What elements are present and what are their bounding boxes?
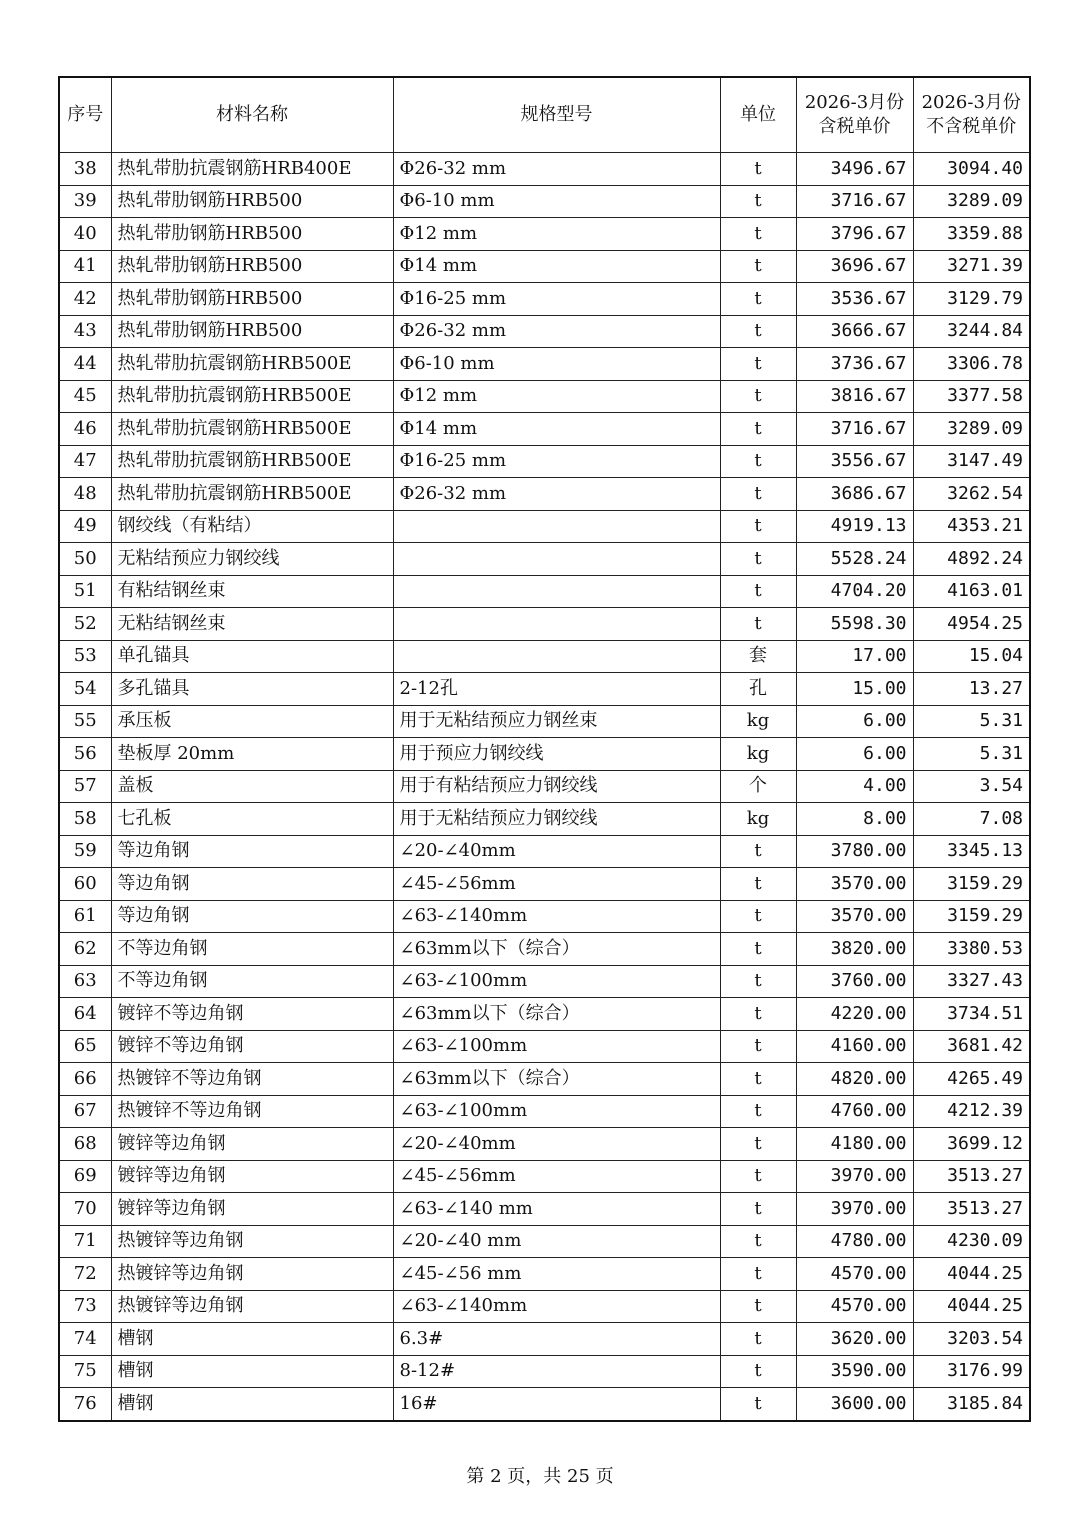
cell-spec: ∠63-∠100mm bbox=[393, 1030, 720, 1063]
cell-name: 镀锌等边角钢 bbox=[111, 1128, 393, 1161]
table-row bbox=[59, 803, 1030, 836]
table-row bbox=[59, 478, 1030, 511]
cell-price-tax: 4780.00 bbox=[796, 1225, 913, 1258]
cell-spec: 8-12# bbox=[393, 1355, 720, 1388]
cell-price-tax: 3620.00 bbox=[796, 1323, 913, 1356]
cell-price-notax: 4230.09 bbox=[913, 1225, 1030, 1258]
cell-no: 40 bbox=[59, 218, 111, 251]
table-row bbox=[59, 283, 1030, 316]
cell-price-tax: 3590.00 bbox=[796, 1355, 913, 1388]
table-row bbox=[59, 965, 1030, 998]
cell-price-notax: 3345.13 bbox=[913, 835, 1030, 868]
header-price-tax-line2: 含税单价 bbox=[818, 116, 891, 137]
cell-no: 51 bbox=[59, 575, 111, 608]
cell-unit: t bbox=[720, 868, 796, 901]
cell-spec: ∠63-∠140mm bbox=[393, 900, 720, 933]
cell-price-notax: 4044.25 bbox=[913, 1258, 1030, 1291]
table-row bbox=[59, 608, 1030, 641]
cell-price-notax: 3681.42 bbox=[913, 1030, 1030, 1063]
cell-no: 60 bbox=[59, 868, 111, 901]
cell-price-notax: 3289.09 bbox=[913, 185, 1030, 218]
cell-name: 槽钢 bbox=[111, 1355, 393, 1388]
cell-no: 61 bbox=[59, 900, 111, 933]
cell-price-notax: 3244.84 bbox=[913, 315, 1030, 348]
cell-price-tax: 4570.00 bbox=[796, 1290, 913, 1323]
header-unit: 单位 bbox=[720, 77, 796, 153]
cell-price-notax: 3262.54 bbox=[913, 478, 1030, 511]
cell-price-tax: 3820.00 bbox=[796, 933, 913, 966]
cell-price-tax: 4160.00 bbox=[796, 1030, 913, 1063]
cell-price-notax: 3159.29 bbox=[913, 868, 1030, 901]
table-row bbox=[59, 315, 1030, 348]
cell-no: 62 bbox=[59, 933, 111, 966]
cell-spec: 用于预应力钢绞线 bbox=[393, 738, 720, 771]
cell-spec: 用于无粘结预应力钢绞线 bbox=[393, 803, 720, 836]
table-row bbox=[59, 445, 1030, 478]
cell-name: 热轧带肋钢筋HRB500 bbox=[111, 218, 393, 251]
table-row bbox=[59, 250, 1030, 283]
cell-price-notax: 3359.88 bbox=[913, 218, 1030, 251]
cell-price-tax: 3536.67 bbox=[796, 283, 913, 316]
header-price-tax-line1: 2026-3月份 bbox=[804, 91, 905, 113]
cell-unit: kg bbox=[720, 803, 796, 836]
cell-unit: t bbox=[720, 1388, 796, 1421]
cell-name: 热轧带肋抗震钢筋HRB500E bbox=[111, 348, 393, 381]
table-row bbox=[59, 998, 1030, 1031]
cell-no: 43 bbox=[59, 315, 111, 348]
page-footer: 第 2 页，共 25 页 bbox=[466, 1466, 614, 1487]
cell-name: 热轧带肋抗震钢筋HRB500E bbox=[111, 380, 393, 413]
cell-price-tax: 4.00 bbox=[796, 770, 913, 803]
cell-spec: ∠20-∠40mm bbox=[393, 835, 720, 868]
cell-price-notax: 3513.27 bbox=[913, 1193, 1030, 1226]
cell-unit: t bbox=[720, 185, 796, 218]
cell-unit: t bbox=[720, 445, 796, 478]
cell-unit: t bbox=[720, 1128, 796, 1161]
cell-spec: Φ16-25 mm bbox=[393, 283, 720, 316]
cell-price-notax: 4044.25 bbox=[913, 1290, 1030, 1323]
cell-no: 64 bbox=[59, 998, 111, 1031]
cell-unit: t bbox=[720, 608, 796, 641]
cell-name: 热镀锌不等边角钢 bbox=[111, 1095, 393, 1128]
header-price-notax bbox=[913, 77, 1030, 153]
cell-unit: t bbox=[720, 1160, 796, 1193]
cell-price-tax: 3496.67 bbox=[796, 153, 913, 186]
table-row bbox=[59, 933, 1030, 966]
cell-no: 45 bbox=[59, 380, 111, 413]
table-body bbox=[59, 153, 1030, 1421]
cell-no: 68 bbox=[59, 1128, 111, 1161]
cell-spec: 2-12孔 bbox=[393, 673, 720, 706]
cell-unit: t bbox=[720, 315, 796, 348]
cell-price-notax: 4954.25 bbox=[913, 608, 1030, 641]
cell-spec: ∠45-∠56mm bbox=[393, 868, 720, 901]
cell-no: 71 bbox=[59, 1225, 111, 1258]
cell-name: 多孔锚具 bbox=[111, 673, 393, 706]
cell-price-notax: 3094.40 bbox=[913, 153, 1030, 186]
cell-price-tax: 3716.67 bbox=[796, 413, 913, 446]
cell-price-notax: 4265.49 bbox=[913, 1063, 1030, 1096]
cell-unit: t bbox=[720, 348, 796, 381]
cell-price-notax: 3513.27 bbox=[913, 1160, 1030, 1193]
cell-spec: 6.3# bbox=[393, 1323, 720, 1356]
cell-unit: t bbox=[720, 1290, 796, 1323]
cell-unit: t bbox=[720, 510, 796, 543]
cell-spec bbox=[393, 608, 720, 641]
cell-price-notax: 3176.99 bbox=[913, 1355, 1030, 1388]
cell-unit: t bbox=[720, 575, 796, 608]
table-row bbox=[59, 1030, 1030, 1063]
cell-price-tax: 3696.67 bbox=[796, 250, 913, 283]
cell-unit: t bbox=[720, 283, 796, 316]
cell-no: 69 bbox=[59, 1160, 111, 1193]
cell-spec bbox=[393, 640, 720, 673]
cell-spec: Φ26-32 mm bbox=[393, 478, 720, 511]
table-row bbox=[59, 153, 1030, 186]
cell-spec: 16# bbox=[393, 1388, 720, 1421]
cell-unit: t bbox=[720, 1355, 796, 1388]
cell-price-tax: 3796.67 bbox=[796, 218, 913, 251]
cell-price-notax: 13.27 bbox=[913, 673, 1030, 706]
cell-name: 盖板 bbox=[111, 770, 393, 803]
cell-no: 73 bbox=[59, 1290, 111, 1323]
cell-name: 热轧带肋抗震钢筋HRB500E bbox=[111, 445, 393, 478]
table-row bbox=[59, 1160, 1030, 1193]
cell-price-tax: 3666.67 bbox=[796, 315, 913, 348]
cell-unit: t bbox=[720, 835, 796, 868]
cell-price-tax: 4570.00 bbox=[796, 1258, 913, 1291]
cell-spec: Φ14 mm bbox=[393, 250, 720, 283]
cell-name: 镀锌等边角钢 bbox=[111, 1193, 393, 1226]
cell-unit: t bbox=[720, 413, 796, 446]
cell-unit: t bbox=[720, 1193, 796, 1226]
cell-spec: Φ26-32 mm bbox=[393, 315, 720, 348]
cell-spec: 用于无粘结预应力钢丝束 bbox=[393, 705, 720, 738]
cell-unit: t bbox=[720, 965, 796, 998]
table-row bbox=[59, 1225, 1030, 1258]
cell-name: 热轧带肋抗震钢筋HRB500E bbox=[111, 413, 393, 446]
cell-price-tax: 6.00 bbox=[796, 738, 913, 771]
cell-unit: t bbox=[720, 1095, 796, 1128]
cell-no: 39 bbox=[59, 185, 111, 218]
cell-name: 等边角钢 bbox=[111, 835, 393, 868]
cell-price-tax: 3570.00 bbox=[796, 900, 913, 933]
cell-price-tax: 3556.67 bbox=[796, 445, 913, 478]
cell-unit: t bbox=[720, 153, 796, 186]
cell-price-tax: 4760.00 bbox=[796, 1095, 913, 1128]
table-row bbox=[59, 1258, 1030, 1291]
table-row bbox=[59, 705, 1030, 738]
table-row bbox=[59, 218, 1030, 251]
cell-no: 53 bbox=[59, 640, 111, 673]
cell-no: 72 bbox=[59, 1258, 111, 1291]
cell-no: 59 bbox=[59, 835, 111, 868]
cell-price-tax: 4180.00 bbox=[796, 1128, 913, 1161]
cell-spec: Φ16-25 mm bbox=[393, 445, 720, 478]
cell-price-notax: 7.08 bbox=[913, 803, 1030, 836]
cell-name: 热轧带肋钢筋HRB500 bbox=[111, 250, 393, 283]
cell-name: 不等边角钢 bbox=[111, 933, 393, 966]
table-row bbox=[59, 413, 1030, 446]
cell-price-tax: 3816.67 bbox=[796, 380, 913, 413]
cell-price-tax: 3736.67 bbox=[796, 348, 913, 381]
cell-name: 无粘结钢丝束 bbox=[111, 608, 393, 641]
table-row bbox=[59, 1290, 1030, 1323]
cell-unit: t bbox=[720, 1258, 796, 1291]
table-row bbox=[59, 738, 1030, 771]
table-row bbox=[59, 348, 1030, 381]
cell-name: 等边角钢 bbox=[111, 900, 393, 933]
cell-spec bbox=[393, 575, 720, 608]
cell-price-tax: 3760.00 bbox=[796, 965, 913, 998]
cell-no: 44 bbox=[59, 348, 111, 381]
cell-unit: 套 bbox=[720, 640, 796, 673]
cell-name: 热轧带肋抗震钢筋HRB500E bbox=[111, 478, 393, 511]
header-row bbox=[59, 77, 1030, 153]
cell-name: 镀锌不等边角钢 bbox=[111, 1030, 393, 1063]
cell-no: 42 bbox=[59, 283, 111, 316]
cell-unit: t bbox=[720, 478, 796, 511]
cell-name: 有粘结钢丝束 bbox=[111, 575, 393, 608]
header-no: 序号 bbox=[59, 77, 111, 153]
cell-name: 七孔板 bbox=[111, 803, 393, 836]
cell-name: 无粘结预应力钢绞线 bbox=[111, 543, 393, 576]
cell-spec: ∠45-∠56mm bbox=[393, 1160, 720, 1193]
cell-no: 66 bbox=[59, 1063, 111, 1096]
cell-spec bbox=[393, 543, 720, 576]
cell-spec: ∠63-∠140mm bbox=[393, 1290, 720, 1323]
cell-no: 76 bbox=[59, 1388, 111, 1421]
cell-unit: kg bbox=[720, 705, 796, 738]
cell-no: 75 bbox=[59, 1355, 111, 1388]
cell-no: 54 bbox=[59, 673, 111, 706]
cell-price-tax: 8.00 bbox=[796, 803, 913, 836]
cell-price-notax: 15.04 bbox=[913, 640, 1030, 673]
cell-unit: t bbox=[720, 900, 796, 933]
cell-spec: ∠63mm以下（综合） bbox=[393, 933, 720, 966]
cell-price-notax: 3377.58 bbox=[913, 380, 1030, 413]
cell-no: 49 bbox=[59, 510, 111, 543]
cell-name: 热镀锌等边角钢 bbox=[111, 1290, 393, 1323]
cell-price-notax: 4212.39 bbox=[913, 1095, 1030, 1128]
cell-no: 52 bbox=[59, 608, 111, 641]
table-row bbox=[59, 1355, 1030, 1388]
cell-unit: t bbox=[720, 380, 796, 413]
cell-price-tax: 4820.00 bbox=[796, 1063, 913, 1096]
cell-name: 镀锌等边角钢 bbox=[111, 1160, 393, 1193]
cell-price-notax: 3.54 bbox=[913, 770, 1030, 803]
table-row bbox=[59, 1063, 1030, 1096]
cell-spec: ∠20-∠40 mm bbox=[393, 1225, 720, 1258]
cell-unit: t bbox=[720, 250, 796, 283]
cell-unit: t bbox=[720, 543, 796, 576]
cell-spec: Φ12 mm bbox=[393, 218, 720, 251]
cell-no: 74 bbox=[59, 1323, 111, 1356]
cell-no: 63 bbox=[59, 965, 111, 998]
cell-name: 热镀锌不等边角钢 bbox=[111, 1063, 393, 1096]
cell-no: 56 bbox=[59, 738, 111, 771]
cell-spec: ∠63mm以下（综合） bbox=[393, 998, 720, 1031]
cell-no: 65 bbox=[59, 1030, 111, 1063]
cell-price-tax: 4919.13 bbox=[796, 510, 913, 543]
cell-spec: ∠63-∠140 mm bbox=[393, 1193, 720, 1226]
cell-price-notax: 3380.53 bbox=[913, 933, 1030, 966]
cell-name: 热轧带肋钢筋HRB500 bbox=[111, 185, 393, 218]
cell-price-tax: 3686.67 bbox=[796, 478, 913, 511]
cell-price-notax: 3159.29 bbox=[913, 900, 1030, 933]
cell-price-notax: 4163.01 bbox=[913, 575, 1030, 608]
table-row bbox=[59, 673, 1030, 706]
cell-no: 57 bbox=[59, 770, 111, 803]
table-row bbox=[59, 1128, 1030, 1161]
cell-price-tax: 3780.00 bbox=[796, 835, 913, 868]
table-row bbox=[59, 900, 1030, 933]
header-name: 材料名称 bbox=[111, 77, 393, 153]
header-spec: 规格型号 bbox=[393, 77, 720, 153]
cell-price-notax: 4353.21 bbox=[913, 510, 1030, 543]
cell-price-tax: 3600.00 bbox=[796, 1388, 913, 1421]
cell-price-tax: 6.00 bbox=[796, 705, 913, 738]
table-row bbox=[59, 510, 1030, 543]
cell-name: 不等边角钢 bbox=[111, 965, 393, 998]
cell-unit: t bbox=[720, 998, 796, 1031]
cell-name: 垫板厚 20mm bbox=[111, 738, 393, 771]
cell-price-tax: 3716.67 bbox=[796, 185, 913, 218]
cell-price-notax: 5.31 bbox=[913, 738, 1030, 771]
table-row bbox=[59, 1323, 1030, 1356]
table-row bbox=[59, 770, 1030, 803]
cell-price-tax: 3970.00 bbox=[796, 1193, 913, 1226]
cell-price-notax: 5.31 bbox=[913, 705, 1030, 738]
cell-spec: ∠20-∠40mm bbox=[393, 1128, 720, 1161]
cell-spec: Φ26-32 mm bbox=[393, 153, 720, 186]
cell-price-tax: 5528.24 bbox=[796, 543, 913, 576]
cell-name: 单孔锚具 bbox=[111, 640, 393, 673]
cell-unit: t bbox=[720, 1323, 796, 1356]
cell-name: 槽钢 bbox=[111, 1388, 393, 1421]
cell-price-tax: 17.00 bbox=[796, 640, 913, 673]
table-row bbox=[59, 575, 1030, 608]
cell-name: 等边角钢 bbox=[111, 868, 393, 901]
cell-name: 热轧带肋钢筋HRB500 bbox=[111, 315, 393, 348]
cell-name: 热镀锌等边角钢 bbox=[111, 1225, 393, 1258]
cell-spec: ∠63mm以下（综合） bbox=[393, 1063, 720, 1096]
cell-no: 47 bbox=[59, 445, 111, 478]
cell-no: 50 bbox=[59, 543, 111, 576]
cell-price-notax: 3271.39 bbox=[913, 250, 1030, 283]
cell-price-notax: 3185.84 bbox=[913, 1388, 1030, 1421]
cell-price-tax: 3570.00 bbox=[796, 868, 913, 901]
cell-no: 38 bbox=[59, 153, 111, 186]
table-row bbox=[59, 868, 1030, 901]
cell-unit: t bbox=[720, 1063, 796, 1096]
cell-unit: 孔 bbox=[720, 673, 796, 706]
cell-price-notax: 3327.43 bbox=[913, 965, 1030, 998]
cell-price-tax: 5598.30 bbox=[796, 608, 913, 641]
cell-spec: ∠63-∠100mm bbox=[393, 965, 720, 998]
table-row bbox=[59, 543, 1030, 576]
table-row bbox=[59, 1388, 1030, 1421]
cell-name: 钢绞线（有粘结） bbox=[111, 510, 393, 543]
header-price-notax-line2: 不含税单价 bbox=[926, 116, 1017, 137]
cell-price-tax: 4704.20 bbox=[796, 575, 913, 608]
cell-name: 槽钢 bbox=[111, 1323, 393, 1356]
cell-no: 55 bbox=[59, 705, 111, 738]
cell-spec: Φ6-10 mm bbox=[393, 348, 720, 381]
cell-name: 热轧带肋抗震钢筋HRB400E bbox=[111, 153, 393, 186]
cell-price-tax: 3970.00 bbox=[796, 1160, 913, 1193]
cell-price-tax: 15.00 bbox=[796, 673, 913, 706]
cell-name: 承压板 bbox=[111, 705, 393, 738]
table-row bbox=[59, 1193, 1030, 1226]
header-price-notax-line1: 2026-3月份 bbox=[921, 91, 1021, 113]
cell-unit: t bbox=[720, 218, 796, 251]
header-price-tax bbox=[796, 77, 913, 153]
table-row bbox=[59, 640, 1030, 673]
cell-no: 41 bbox=[59, 250, 111, 283]
table-row bbox=[59, 1095, 1030, 1128]
table-row bbox=[59, 835, 1030, 868]
cell-spec: Φ14 mm bbox=[393, 413, 720, 446]
cell-spec: 用于有粘结预应力钢绞线 bbox=[393, 770, 720, 803]
cell-price-tax: 4220.00 bbox=[796, 998, 913, 1031]
cell-unit: t bbox=[720, 1225, 796, 1258]
cell-name: 镀锌不等边角钢 bbox=[111, 998, 393, 1031]
cell-price-notax: 3203.54 bbox=[913, 1323, 1030, 1356]
cell-price-notax: 3129.79 bbox=[913, 283, 1030, 316]
cell-unit: 个 bbox=[720, 770, 796, 803]
cell-price-notax: 3699.12 bbox=[913, 1128, 1030, 1161]
cell-no: 48 bbox=[59, 478, 111, 511]
price-table bbox=[58, 76, 1031, 1422]
cell-price-notax: 3734.51 bbox=[913, 998, 1030, 1031]
cell-no: 67 bbox=[59, 1095, 111, 1128]
table-row bbox=[59, 185, 1030, 218]
cell-spec: ∠63-∠100mm bbox=[393, 1095, 720, 1128]
cell-unit: t bbox=[720, 933, 796, 966]
cell-price-notax: 3306.78 bbox=[913, 348, 1030, 381]
cell-price-notax: 3289.09 bbox=[913, 413, 1030, 446]
cell-spec: Φ6-10 mm bbox=[393, 185, 720, 218]
table-row bbox=[59, 380, 1030, 413]
cell-no: 58 bbox=[59, 803, 111, 836]
cell-name: 热镀锌等边角钢 bbox=[111, 1258, 393, 1291]
cell-unit: kg bbox=[720, 738, 796, 771]
cell-no: 70 bbox=[59, 1193, 111, 1226]
cell-spec: Φ12 mm bbox=[393, 380, 720, 413]
cell-name: 热轧带肋钢筋HRB500 bbox=[111, 283, 393, 316]
cell-no: 46 bbox=[59, 413, 111, 446]
cell-spec bbox=[393, 510, 720, 543]
cell-spec: ∠45-∠56 mm bbox=[393, 1258, 720, 1291]
cell-unit: t bbox=[720, 1030, 796, 1063]
cell-price-notax: 3147.49 bbox=[913, 445, 1030, 478]
cell-price-notax: 4892.24 bbox=[913, 543, 1030, 576]
